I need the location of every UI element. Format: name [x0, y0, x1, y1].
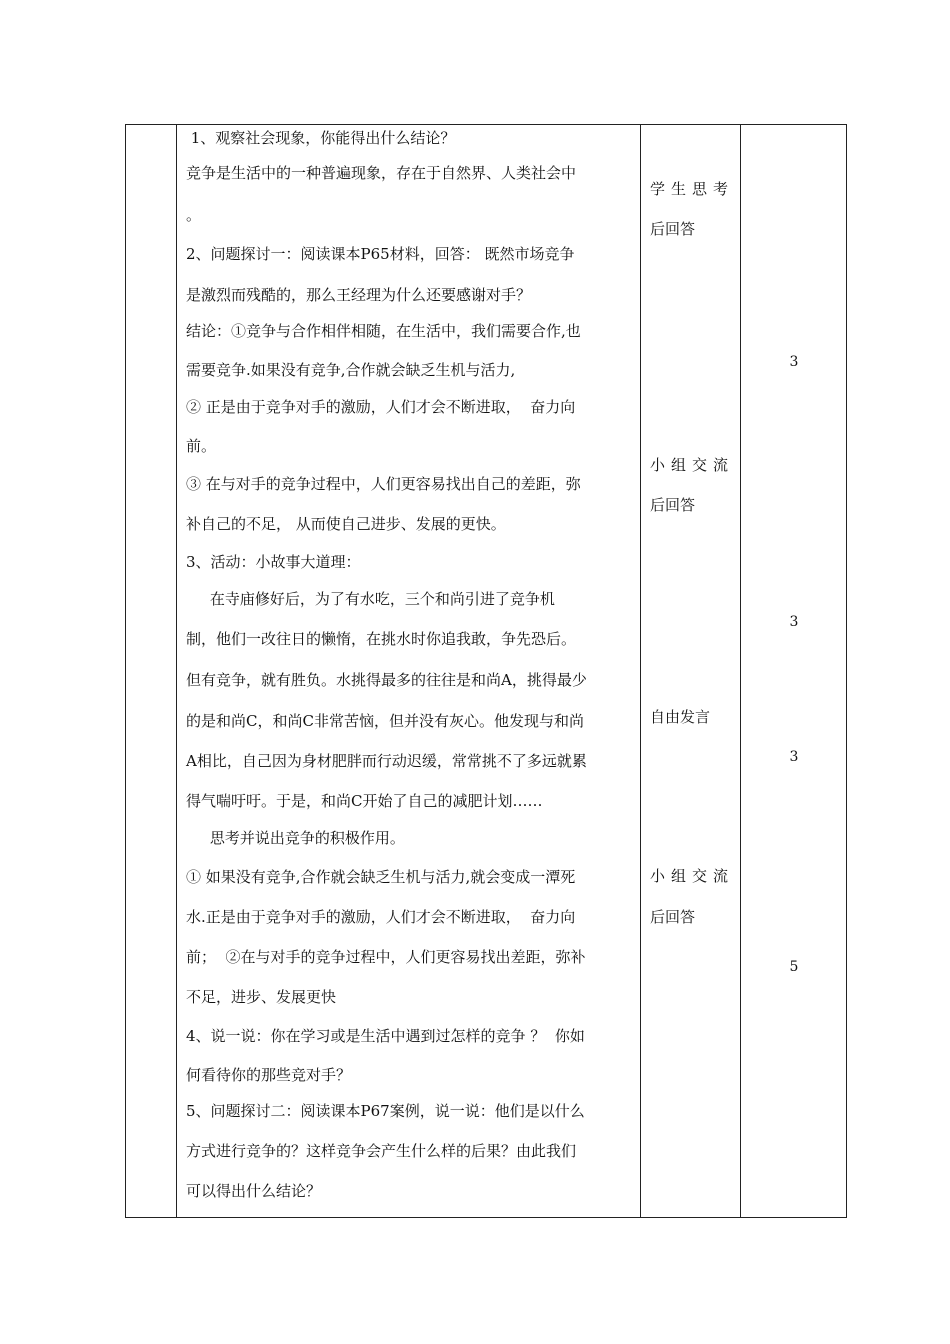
content-line: 但有竞争，就有胜负。水挑得最多的往往是和尚A，挑得最少 [186, 671, 587, 689]
activity-note: 小组交流 [650, 456, 735, 474]
time-value: 3 [789, 614, 799, 630]
content-line: 需要竞争.如果没有竞争,合作就会缺乏生机与活力, [186, 361, 516, 379]
content-line: 竞争是生活中的一种普遍现象，存在于自然界、人类社会中 [186, 164, 577, 182]
content-line: 得气喘吁吁。于是，和尚C开始了自己的减肥计划…… [186, 792, 543, 810]
content-line: 可以得出什么结论？ [186, 1182, 322, 1200]
activity-note: 自由发言 [650, 708, 711, 726]
content-line: 何看待你的那些竞对手？ [186, 1066, 352, 1084]
content-line: 不足，进步、发展更快 [186, 988, 337, 1006]
content-line: 2、问题探讨一：阅读课本P65材料，回答： 既然市场竞争 [186, 245, 575, 263]
content-line: A相比，自己因为身材肥胖而行动迟缓，常常挑不了多远就累 [186, 752, 587, 770]
content-line: 前； ②在与对手的竞争过程中，人们更容易找出差距，弥补 [186, 948, 586, 966]
activity-note: 后回答 [650, 908, 696, 926]
time-value: 3 [789, 354, 799, 370]
content-line: 方式进行竞争的？这样竞争会产生什么样的后果？由此我们 [186, 1142, 577, 1160]
content-line: 。 [186, 206, 202, 224]
content-line: 3、活动：小故事大道理： [186, 553, 361, 571]
time-value: 3 [789, 749, 799, 765]
content-line: 水.正是由于竞争对手的激励，人们才会不断进取， 奋力向 [186, 908, 576, 926]
lesson-table [125, 124, 847, 1218]
content-line: 结论：①竞争与合作相伴相随，在生活中，我们需要合作,也 [186, 322, 581, 340]
content-line: ① 如果没有竞争,合作就会缺乏生机与活力,就会变成一潭死 [186, 868, 576, 886]
content-line: 4、说一说：你在学习或是生活中遇到过怎样的竞争 ？ 你如 [186, 1027, 585, 1045]
activity-note: 学生思考 [650, 180, 735, 198]
column-divider [740, 125, 741, 1217]
content-line: ② 正是由于竞争对手的激励，人们才会不断进取， 奋力向 [186, 398, 576, 416]
content-line: 5、问题探讨二：阅读课本P67案例，说一说：他们是以什么 [186, 1102, 585, 1120]
column-divider [176, 125, 177, 1217]
content-line: 在寺庙修好后，为了有水吃，三个和尚引进了竞争机 [186, 590, 555, 608]
content-line: ③ 在与对手的竞争过程中，人们更容易找出自己的差距，弥 [186, 475, 581, 493]
content-line: 制，他们一改往日的懒惰，在挑水时你追我敢，争先恐后。 [186, 630, 577, 648]
content-line: 补自己的不足， 从而使自己进步、发展的更快。 [186, 515, 506, 533]
activity-note: 后回答 [650, 220, 696, 238]
content-line: 1、观察社会现象，你能得出什么结论？ [186, 129, 456, 147]
activity-note: 后回答 [650, 496, 696, 514]
content-line: 前。 [186, 437, 217, 455]
time-value: 5 [789, 959, 799, 975]
column-divider [640, 125, 641, 1217]
activity-note: 小组交流 [650, 867, 735, 885]
content-line: 思考并说出竞争的积极作用。 [186, 829, 405, 847]
content-line: 的是和尚C，和尚C非常苦恼，但并没有灰心。他发现与和尚 [186, 712, 584, 730]
content-line: 是激烈而残酷的，那么王经理为什么还要感谢对手？ [186, 286, 532, 304]
